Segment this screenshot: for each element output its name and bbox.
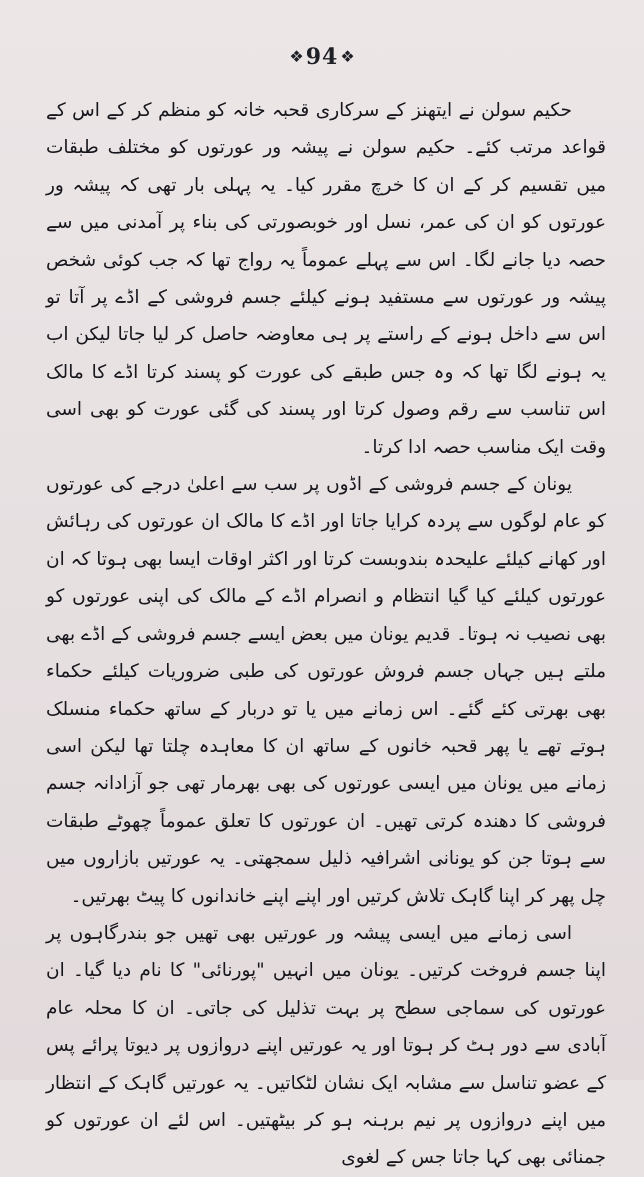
- page-body: [46, 92, 606, 1177]
- ornament-left-icon: ❖: [289, 47, 304, 66]
- paragraph-1: حکیم سولن نے ایتھنز کے سرکاری قحبہ خانہ کو منظم کر کے اس کے قواعد مرتب کئے۔ حکیم سولن نے پیشہ ور عورتوں کو مختلف طبقات میں تقسیم کر کے ان کا خرچ مقرر کیا۔ یہ پہلی بار تھی کہ پیشہ ور عورتوں کو ان کی عمر، نسل اور خوبصورتی کی بناء پر آمدنی میں سے حصہ دیا جانے لگا۔ اس سے پہلے عموماً یہ رواج تھا کہ جب کوئی شخص پیشہ ور عورتوں سے مستفید ہونے کیلئے جسم فروشی کے اڈے پر آتا تو اس سے داخل ہونے کے راستے پر ہی معاوضہ حاصل کر لیا جاتا لیکن اب یہ ہونے لگا تھا کہ وہ جس طبقے کی عورت کو پسند کرتا اڈے کا مالک اس تناسب سے رقم وصول کرتا اور پسند کی گئی عورت کو بھی اسی وقت ایک مناسب حصہ ادا کرتا۔: [46, 100, 606, 458]
- page-number: 94: [305, 44, 339, 70]
- paragraph-3: اسی زمانے میں ایسی پیشہ ور عورتیں بھی تھیں جو بندرگاہوں پر اپنا جسم فروخت کرتیں۔ یونان میں انہیں "پورنائی" کا نام دیا گیا۔ ان عورتوں کی سماجی سطح پر بہت تذلیل کی جاتی۔ ان کا محلہ عام آبادی سے دور ہٹ کر ہوتا اور یہ عورتیں اپنے دروازوں پر دیوتا پرائے پس کے عضو تناسل سے مشابہ ایک نشان لٹکاتیں۔ یہ عورتیں گاہک کے انتظار میں اپنے دروازوں پر نیم برہنہ ہو کر بیٹھتیں۔ اس لئے ان عورتوں کو جمنائی بھی کہا جاتا جس کے لغوی: [46, 922, 606, 1169]
- ornament-right-icon: ❖: [340, 47, 355, 66]
- paragraph-2: یونان کے جسم فروشی کے اڈوں پر سب سے اعلیٰ درجے کی عورتوں کو عام لوگوں سے پردہ کرایا جاتا اور اڈے کا مالک ان عورتوں کی رہائش اور کھانے کیلئے علیحدہ بندوبست کرتا اور اکثر اوقات ایسا بھی ہوتا کہ ان عورتوں کیلئے کیا گیا انتظام و انصرام اڈے کے مالک کی اپنی عورتوں کو بھی نصیب نہ ہوتا۔ قدیم یونان میں بعض ایسے جسم فروشی کے اڈے بھی ملتے ہیں جہاں جسم فروش عورتوں کی طبی ضروریات کیلئے حکماء بھی بھرتی کئے گئے۔ اس زمانے میں یا تو دربار کے ساتھ حکماء منسلک ہوتے تھے یا پھر قحبہ خانوں کے ساتھ ان کا معاہدہ چلتا تھا لیکن اسی زمانے میں یونان میں ایسی عورتوں کی بھی بھرمار تھی جو آزادانہ جسم فروشی کا دھندہ کرتی تھیں۔ ان عورتوں کا تعلق عموماً چھوٹے طبقات سے ہوتا جن کو یونانی اشرافیہ ذلیل سمجھتی۔ یہ عورتیں بازاروں میں چل پھر کر اپنا گاہک تلاش کرتیں اور اپنے اپنے خاندانوں کا پیٹ بھرتیں۔: [46, 474, 606, 907]
- page-header: [0, 44, 644, 70]
